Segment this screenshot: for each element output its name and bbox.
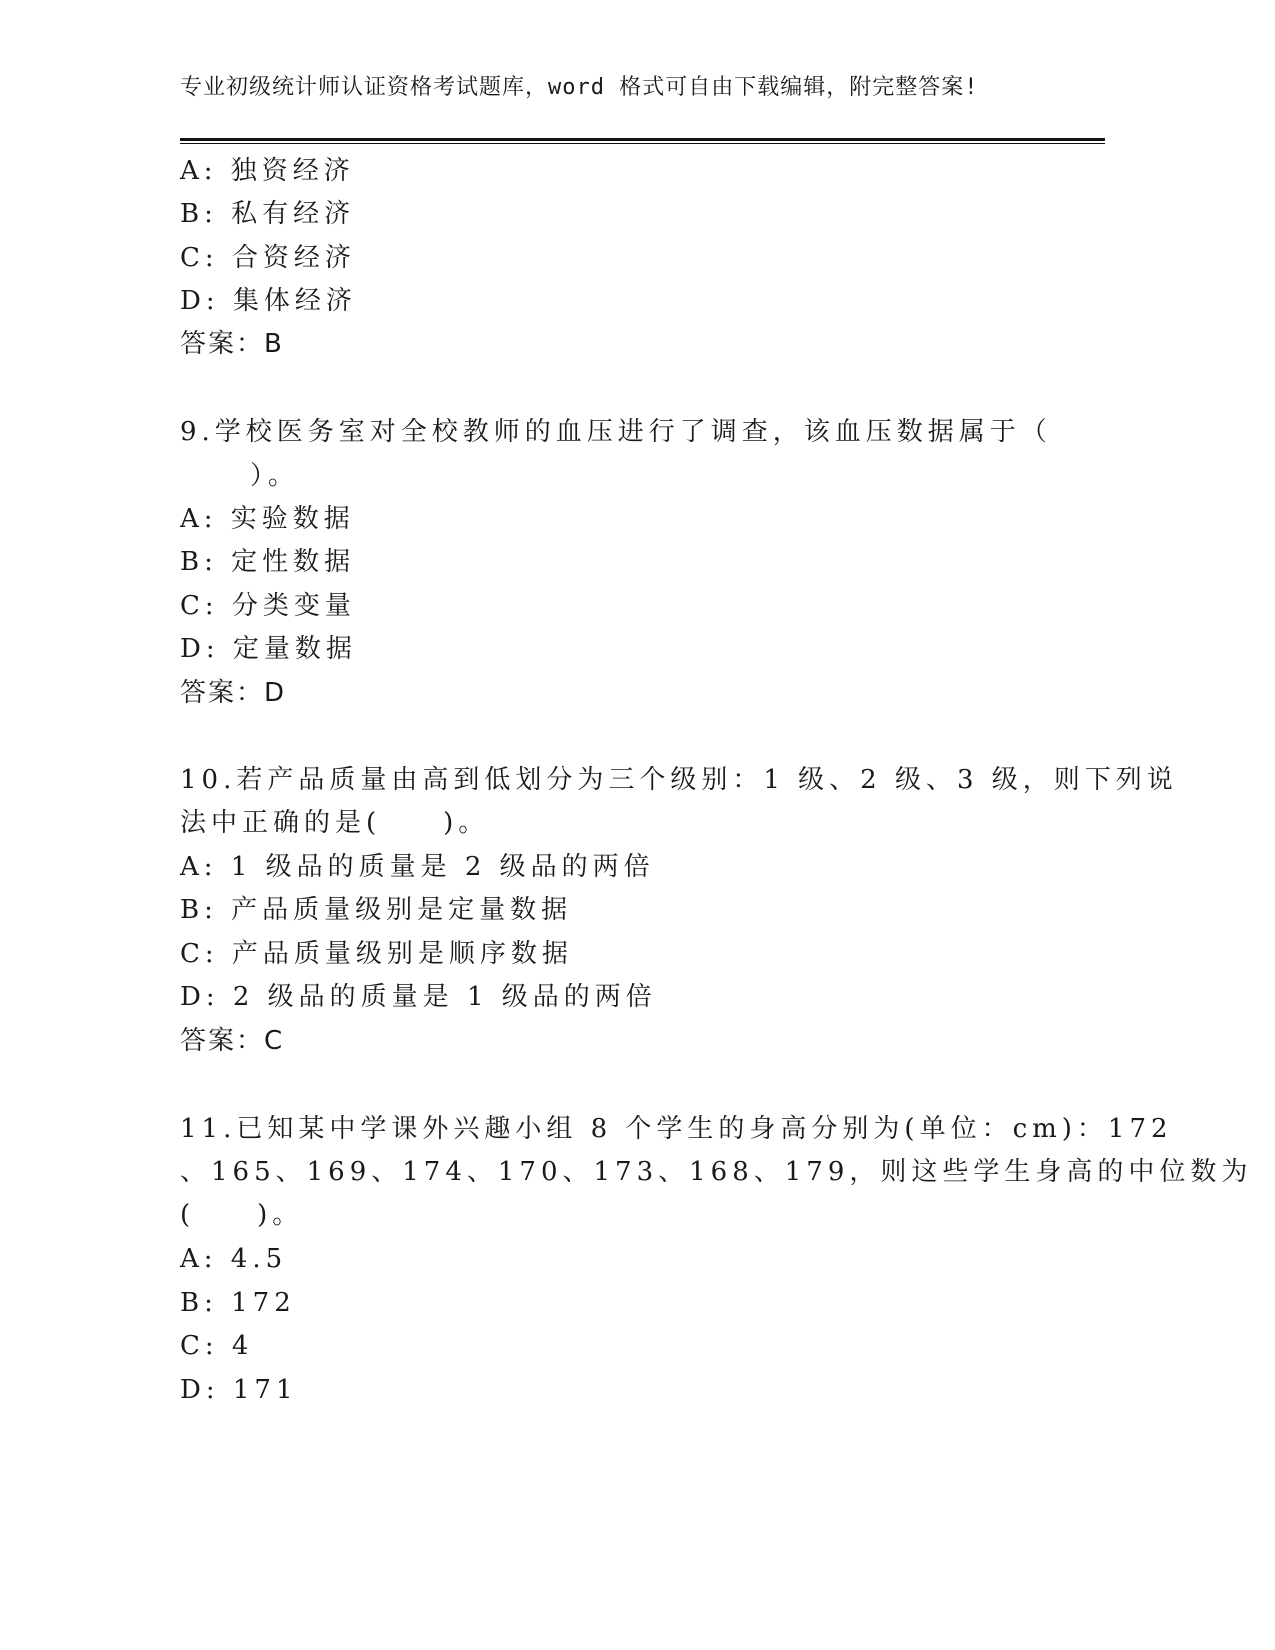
q10-option-b: B: 产品质量级别是定量数据 [180, 895, 573, 925]
q11-option-b: B: 172 [180, 1288, 296, 1318]
q11-stem-line2: 、165、169、174、170、173、168、179，则这些学生身高的中位数为 [180, 1157, 1253, 1187]
header-rule-thick [180, 138, 1105, 141]
q11-option-a: A: 4.5 [180, 1244, 288, 1274]
q9-answer: 答案：D [180, 678, 287, 708]
q11-stem-line1: 11.已知某中学课外兴趣小组 8 个学生的身高分别为(单位：cm)：172 [180, 1114, 1173, 1144]
header-rule-thin [180, 143, 1105, 144]
q9-stem-line2: ）。 [250, 461, 300, 491]
q8-option-a: A: 独资经济 [180, 156, 355, 186]
q10-option-c: C: 产品质量级别是顺序数据 [180, 939, 573, 969]
q10-option-a: A: 1 级品的质量是 2 级品的两倍 [180, 852, 655, 882]
q9-option-c: C: 分类变量 [180, 591, 356, 621]
q11-option-d: D: 171 [180, 1375, 298, 1405]
q8-option-b: B: 私有经济 [180, 199, 356, 229]
q8-option-d: D: 集体经济 [180, 286, 357, 316]
q10-answer: 答案：C [180, 1026, 285, 1056]
q9-option-b: B: 定性数据 [180, 547, 356, 577]
q8-answer: 答案：B [180, 329, 284, 359]
q11-stem-line3: ( )。 [180, 1200, 304, 1230]
q9-stem-line1: 9.学校医务室对全校教师的血压进行了调查，该血压数据属于（ [180, 417, 1052, 447]
q11-option-c: C: 4 [180, 1331, 254, 1361]
q8-option-c: C: 合资经济 [180, 243, 356, 273]
q9-option-a: A: 实验数据 [180, 504, 355, 534]
q10-stem-line1: 10.若产品质量由高到低划分为三个级别：1 级、2 级、3 级，则下列说 [180, 765, 1178, 795]
page-header: 专业初级统计师认证资格考试题库，word 格式可自由下载编辑，附完整答案! [180, 75, 979, 100]
q10-option-d: D: 2 级品的质量是 1 级品的两倍 [180, 982, 657, 1012]
q9-option-d: D: 定量数据 [180, 634, 357, 664]
q10-stem-line2: 法中正确的是( )。 [180, 808, 490, 838]
